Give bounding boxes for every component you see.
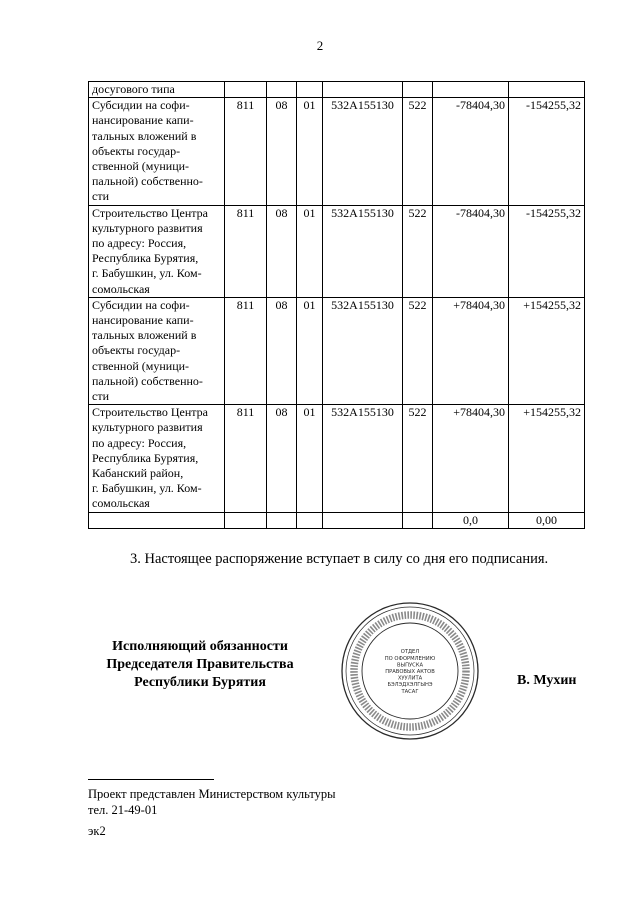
row-name-cell [89, 297, 225, 404]
empty-cell [323, 512, 403, 528]
table-row [89, 297, 585, 404]
stamp-line: ПРАВОВЫХ АКТОВ [385, 669, 435, 675]
total-amount-1: 0,0 [433, 512, 509, 528]
target-article-cell: 532A155130 [323, 405, 403, 512]
table-row [89, 405, 585, 512]
name-line: культурного развития [92, 420, 203, 435]
subsection-code-cell: 01 [297, 205, 323, 297]
clause-text: 3. Настоящее распоряжение вступает в силу со дня его подписания. [130, 551, 549, 567]
section-code-cell [267, 82, 297, 98]
section-code-cell: 08 [267, 98, 297, 205]
expense-type-cell: 522 [403, 405, 433, 512]
name-line: тальных вложений в [92, 128, 197, 143]
document-code: эк2 [88, 824, 106, 838]
amount-2-cell: -154255,32 [509, 98, 585, 205]
empty-cell [267, 512, 297, 528]
target-article-cell: 532A155130 [323, 98, 403, 205]
amount-1-cell: -78404,30 [433, 98, 509, 205]
footnote-divider [88, 779, 214, 780]
empty-cell [89, 512, 225, 528]
subsection-code-cell: 01 [297, 98, 323, 205]
name-line: пальной) собственно- [92, 373, 203, 388]
row-name-cell [89, 82, 225, 98]
amount-1-cell: +78404,30 [433, 297, 509, 404]
amount-2-cell: +154255,32 [509, 297, 585, 404]
expense-type-cell: 522 [403, 297, 433, 404]
section-code-cell: 08 [267, 297, 297, 404]
admin-code-cell: 811 [225, 205, 267, 297]
name-line: сти [92, 189, 109, 204]
table-row [89, 205, 585, 297]
stamp-line: БЭЛЭДХЭЛГЫНЭ [387, 682, 433, 689]
footnote-line: тел. 21-49-01 [88, 803, 158, 817]
amount-1-cell: -78404,30 [433, 205, 509, 297]
expense-type-cell: 522 [403, 205, 433, 297]
name-line: пальной) собственно- [92, 174, 203, 189]
name-line: ственной (муници- [92, 358, 190, 373]
table-row [89, 82, 585, 98]
row-name-cell [89, 98, 225, 205]
total-row [89, 512, 585, 528]
name-line: тальных вложений в [92, 328, 197, 343]
name-line: Кабанский район, [92, 466, 184, 481]
target-article-cell: 532A155130 [323, 205, 403, 297]
subsection-code-cell [297, 82, 323, 98]
name-line: объекты государ- [92, 343, 181, 358]
name-line: сомольская [92, 281, 150, 296]
amount-2-cell: -154255,32 [509, 205, 585, 297]
name-line: нансирование капи- [92, 313, 194, 328]
name-line: Субсидии на софи- [92, 98, 190, 113]
name-line: культурного развития [92, 220, 203, 235]
target-article-cell [323, 82, 403, 98]
amount-1-cell [433, 82, 509, 98]
expense-type-cell: 522 [403, 98, 433, 205]
name-line: г. Бабушкин, ул. Ком- [92, 481, 202, 496]
subsection-code-cell: 01 [297, 405, 323, 512]
table-row [89, 98, 585, 205]
admin-code-cell: 811 [225, 98, 267, 205]
signer-title-line: Председателя Правительства [106, 657, 294, 672]
official-stamp [340, 601, 480, 741]
footnote-line: Проект представлен Министерством культуры [88, 787, 336, 801]
name-line: Строительство Центра [92, 405, 208, 420]
empty-cell [297, 512, 323, 528]
admin-code-cell: 811 [225, 405, 267, 512]
subsection-code-cell: 01 [297, 297, 323, 404]
name-line: Строительство Центра [92, 205, 208, 220]
stamp-line: ВЫПУСКА [396, 662, 424, 669]
name-line: г. Бабушкин, ул. Ком- [92, 266, 202, 281]
empty-cell [403, 512, 433, 528]
section-code-cell: 08 [267, 205, 297, 297]
target-article-cell: 532A155130 [323, 297, 403, 404]
name-line: нансирование капи- [92, 113, 194, 128]
admin-code-cell: 811 [225, 297, 267, 404]
stamp-line: ОТДЕЛ [400, 649, 420, 656]
stamp-line: ТАСАГ [401, 688, 419, 695]
name-line: сти [92, 389, 109, 404]
amount-1-cell: +78404,30 [433, 405, 509, 512]
amount-2-cell [509, 82, 585, 98]
name-line: объекты государ- [92, 143, 181, 158]
row-name-cell [89, 405, 225, 512]
empty-cell [225, 512, 267, 528]
name-line: ственной (муници- [92, 159, 190, 174]
name-line: Субсидии на софи- [92, 297, 190, 312]
stamp-line: ХУУЛИТА [397, 675, 423, 682]
signer-title [80, 638, 320, 692]
signer-title-line: Исполняющий обязанности [112, 639, 288, 654]
amount-2-cell: +154255,32 [509, 405, 585, 512]
name-line: досугового типа [92, 82, 175, 96]
name-line: по адресу: Россия, [92, 435, 187, 450]
page-number: 2 [316, 38, 324, 53]
admin-code-cell [225, 82, 267, 98]
signer-title-line: Республики Бурятия [134, 675, 266, 690]
name-line: Республика Бурятия, [92, 450, 199, 465]
footnote [88, 786, 336, 818]
total-amount-2: 0,00 [509, 512, 585, 528]
budget-table [88, 81, 585, 529]
expense-type-cell [403, 82, 433, 98]
section-code-cell: 08 [267, 405, 297, 512]
stamp-line: ПО ОФОРМЛЕНИЮ [384, 655, 436, 662]
name-line: по адресу: Россия, [92, 236, 187, 251]
name-line: сомольская [92, 496, 150, 511]
name-line: Республика Бурятия, [92, 251, 199, 266]
row-name-cell [89, 205, 225, 297]
signer-name: В. Мухин [517, 673, 577, 688]
